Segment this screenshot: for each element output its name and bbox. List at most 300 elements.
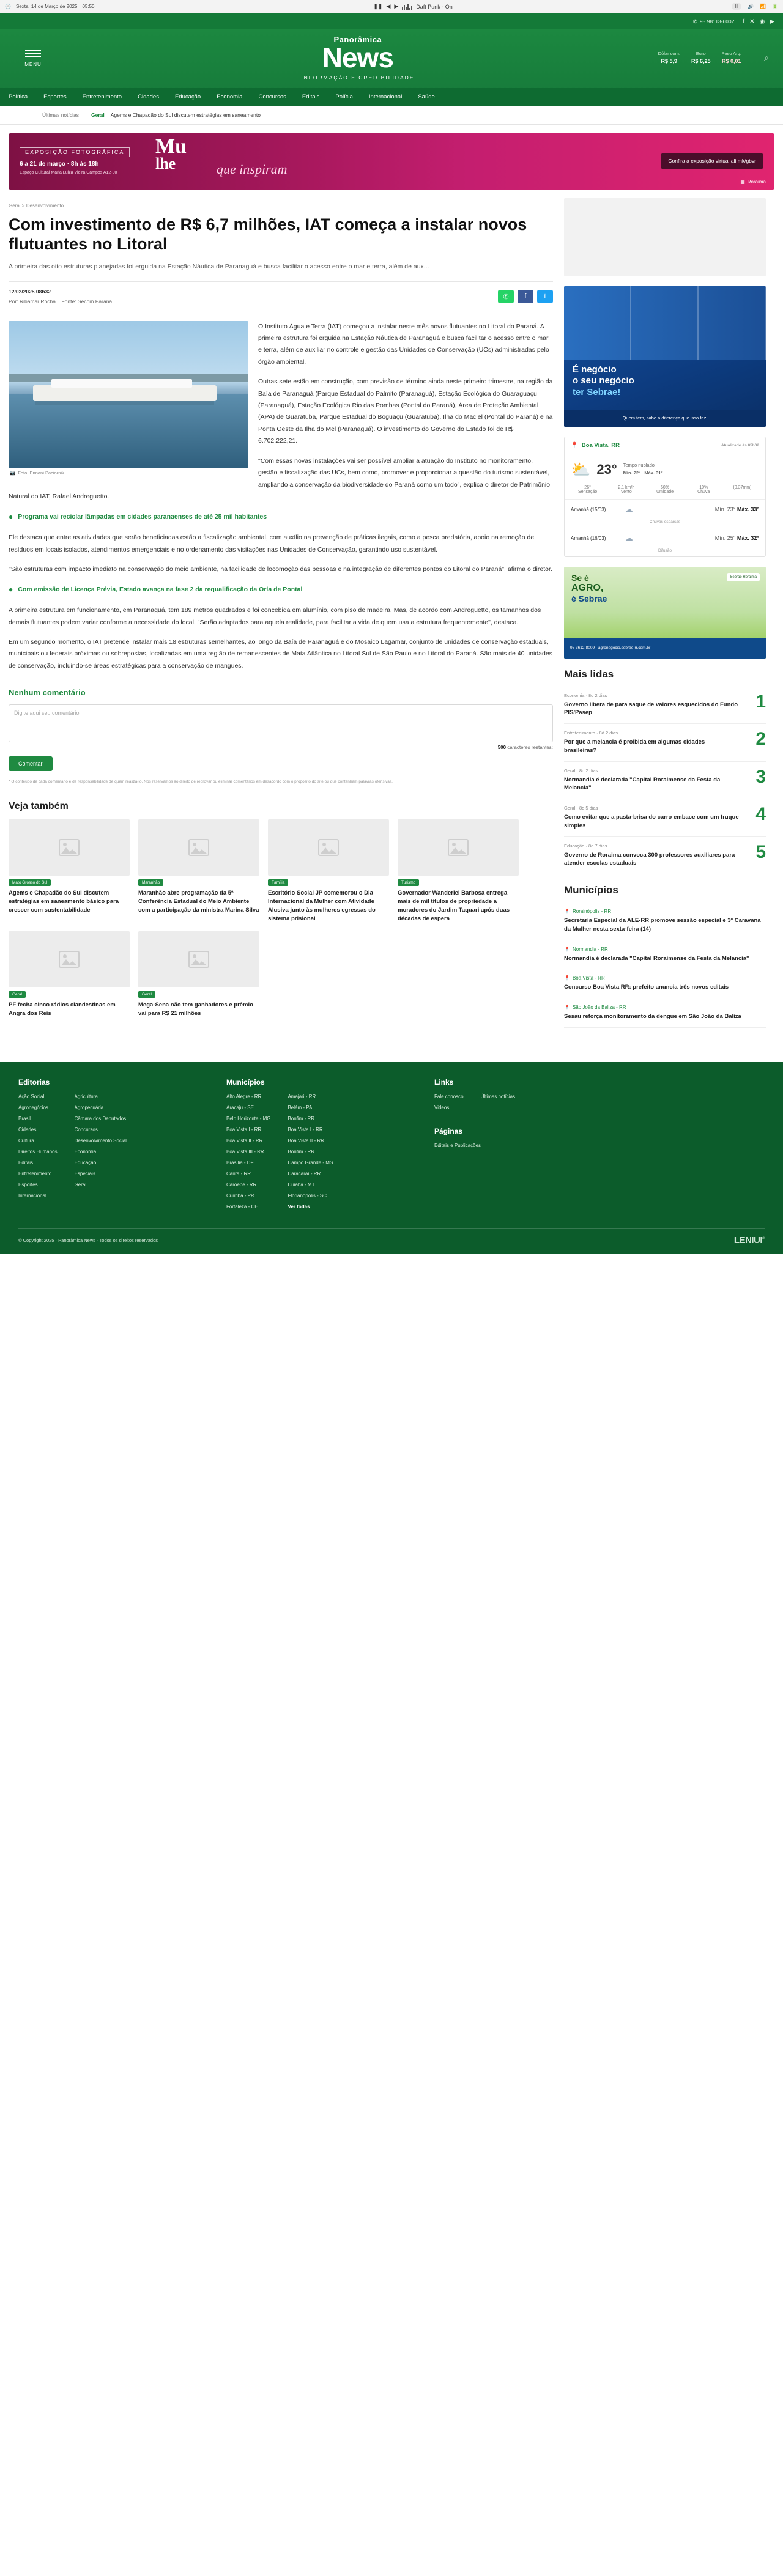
- footer-link[interactable]: Boa Vista II - RR: [226, 1137, 263, 1143]
- footer-links-col2: [481, 1094, 515, 1116]
- see-also-title: Veja também: [9, 801, 69, 812]
- ad-place: Espaço Cultural Maria Luiza Vieira Campos A12-00: [20, 170, 117, 175]
- nav-item-editais[interactable]: Editais: [302, 94, 320, 100]
- footer-columns: [18, 1078, 765, 1215]
- top-ad-banner[interactable]: [9, 133, 774, 190]
- article-paragraph-5: "São estruturas com impacto imediato na conservação do meio ambiente, na facilidade de locomoção das pessoas e na integração de diferentes pontos do Litoral do Paraná", afirma o diretor.: [9, 566, 552, 573]
- share-buttons[interactable]: [498, 290, 553, 303]
- breadcrumb[interactable]: [9, 203, 553, 209]
- card-tag: Família: [268, 879, 288, 886]
- list-item[interactable]: [564, 940, 766, 970]
- article-standfirst: A primeira das oito estruturas planejadas foi erguida na Estação Náutica de Paranaguá e busca facilitar o acesso entre o mar e terra, além de aux...: [9, 263, 429, 271]
- most-read-section: [564, 668, 766, 875]
- list-item[interactable]: [564, 969, 766, 998]
- footer-link[interactable]: Agricultura: [74, 1093, 98, 1099]
- ad-sebrae-agro[interactable]: [564, 567, 766, 659]
- ad-word-main: [155, 137, 187, 172]
- quote-peso: [721, 50, 741, 65]
- footer-links-col1: [434, 1094, 464, 1116]
- municipality-headline: Normandia é declarada "Capital Roraimense da Festa da Melancia": [564, 954, 749, 962]
- footer-link[interactable]: Caracaraí - RR: [288, 1170, 321, 1176]
- list-item[interactable]: [564, 799, 766, 837]
- sidebar-ad-agro[interactable]: [564, 567, 766, 659]
- footer-link[interactable]: Aracaju - SE: [226, 1104, 254, 1110]
- municipality-city: [564, 975, 766, 981]
- main-navigation[interactable]: [0, 88, 783, 106]
- article-paragraph-6: A primeira estrutura em funcionamento, em Paranaguá, tem 189 metros quadrados e foi concebida em alumínio, com piso de madeira. Mas, de acordo com Andreguetto, os tamanhos dos demais flutuantes podem variar conforme a necessidade do local. "Serão adaptados para aquela realidade, para facilitar a vida de quem usa a estrutura frequentemente", destaca.: [9, 607, 541, 626]
- comments-title: Nenhum comentário: [9, 688, 86, 698]
- most-read-rank: 3: [755, 766, 766, 787]
- footer-municipios-col1: [226, 1094, 270, 1215]
- comments-section: [9, 688, 553, 785]
- ad-line-2: o seu negócio: [573, 375, 634, 386]
- twitter-icon[interactable]: ✕: [749, 18, 755, 25]
- equalizer-icon: [402, 4, 412, 10]
- latest-news-ticker[interactable]: [0, 106, 783, 125]
- bullet-icon: ●: [9, 512, 13, 522]
- footer-link[interactable]: Cantá - RR: [226, 1170, 251, 1176]
- footer-editorias-title: Editorias: [18, 1077, 50, 1087]
- footer-link[interactable]: Entretenimento: [18, 1170, 52, 1176]
- ad-left-block: [9, 146, 149, 177]
- hamburger-icon: [25, 48, 41, 59]
- article-byline: Por: Ribamar Rocha: [9, 298, 56, 305]
- ad-photo-strip: [564, 286, 766, 360]
- most-read-meta: [564, 693, 739, 718]
- weather-stat-chuva: [687, 485, 721, 494]
- footer-link[interactable]: Educação: [74, 1159, 97, 1165]
- tray: [732, 3, 778, 10]
- ad-kicker: EXPOSIÇÃO FOTOGRÁFICA: [20, 147, 130, 157]
- footer-pages-list: [434, 1143, 515, 1148]
- chars-remaining-label: caracteres restantes:: [507, 745, 553, 751]
- footer-link[interactable]: Alto Alegre - RR: [226, 1093, 262, 1099]
- footer-link[interactable]: Esportes: [18, 1181, 38, 1187]
- quote-dolar-value: R$ 5,9: [661, 57, 678, 64]
- site-header: [0, 13, 783, 106]
- most-read-rank: 5: [755, 841, 766, 862]
- card-title: PF fecha cinco rádios clandestinas em Angra dos Reis: [9, 1002, 116, 1017]
- forecast-condition-1: Chuvas esparsas: [649, 519, 681, 524]
- page-title: Com investimento de R$ 6,7 milhões, IAT começa a instalar novos flutuantes no Litoral: [9, 215, 527, 254]
- forecast-condition-2: Difusão: [658, 548, 672, 553]
- breadcrumb-item-desenvolvimento[interactable]: Desenvolvimento...: [26, 202, 68, 209]
- stat-label: Vento: [620, 489, 632, 494]
- related-link-1[interactable]: [9, 512, 553, 522]
- breadcrumb-separator: >: [21, 202, 26, 209]
- image-boat: [51, 379, 192, 388]
- footer-link[interactable]: Fale conosco: [434, 1093, 464, 1099]
- card-thumbnail: [138, 819, 259, 876]
- search-icon[interactable]: ⌕: [764, 53, 769, 63]
- most-read-kicker: Economia · 8d 2 dias: [564, 692, 607, 698]
- chars-remaining: [9, 745, 553, 750]
- article-byline-source: [9, 297, 498, 306]
- instagram-icon[interactable]: ◉: [759, 18, 765, 25]
- article-paragraph-3: "Com essas novas instalações vai ser possível ampliar a atuação do Instituto no monitoramento, gestão e fiscalização das UCs, bem como, promover e proporcionar a questão do turismo sustentável, ampliando a conservação da biodiversidade do Paraná como um todo", explica o diretor de Patrimônio Natural do IAT, Rafael Andreguetto.: [9, 457, 551, 500]
- list-item[interactable]: [564, 724, 766, 762]
- footer-link[interactable]: Brasília - DF: [226, 1159, 254, 1165]
- weather-forecast-day-1: [565, 499, 765, 520]
- footer-editorias-col2: [75, 1094, 127, 1204]
- forecast-max: Máx. 33°: [737, 506, 759, 512]
- footer-links-title: Links: [434, 1077, 454, 1087]
- municipality-city-name: Boa Vista - RR: [572, 975, 605, 981]
- footer-link[interactable]: Amajari - RR: [288, 1093, 316, 1099]
- footer-see-all-link[interactable]: Ver todas: [288, 1203, 310, 1209]
- submit-comment-button[interactable]: Comentar: [9, 756, 53, 771]
- weather-max: Máx. 31°: [644, 470, 663, 476]
- weather-temperature: 23°: [596, 462, 617, 477]
- os-datetime: Sexta, 14 de Março de 2025: [15, 4, 78, 9]
- contact-phone[interactable]: [693, 18, 735, 25]
- volume-icon[interactable]: 🔊: [748, 4, 754, 9]
- card-tag: Geral: [138, 991, 155, 998]
- nav-item-internacional[interactable]: Internacional: [368, 94, 403, 100]
- image-credit: Foto: Ennani Paciornik: [18, 470, 64, 476]
- ad-sebrae-negocio[interactable]: [564, 286, 766, 427]
- footer-link[interactable]: Belo Horizonte - MG: [226, 1115, 271, 1121]
- image-caption: [9, 468, 248, 478]
- footer-link[interactable]: Cultura: [18, 1137, 34, 1143]
- footer-link[interactable]: Internacional: [18, 1192, 46, 1198]
- social-links[interactable]: [743, 18, 774, 25]
- footer-link[interactable]: Caroebe - RR: [226, 1181, 257, 1187]
- quote-dolar: [658, 50, 680, 65]
- ticker-headline[interactable]: Agems e Chapadão do Sul discutem estratégias em saneamento: [110, 112, 261, 118]
- footer-link[interactable]: Campo Grande - MS: [288, 1159, 333, 1165]
- weather-stat-umidade: [648, 485, 681, 494]
- sun-cloud-icon: ⛅: [571, 460, 591, 479]
- footer-municipios: [226, 1078, 410, 1215]
- municipality-city: [564, 1005, 766, 1010]
- os-time: 05:50: [82, 4, 95, 9]
- footer-link[interactable]: Editais e Publicações: [434, 1142, 481, 1148]
- ad-agro-badge: Sebrae Roraima: [727, 573, 760, 581]
- article-figure: [9, 321, 248, 478]
- footer-link[interactable]: Cidades: [18, 1126, 37, 1132]
- ad-agro-line-1: Se é: [571, 572, 589, 583]
- footer-pages-title: Páginas: [434, 1126, 463, 1135]
- most-read-rank: 1: [755, 691, 766, 712]
- most-read-meta: [564, 730, 739, 755]
- ad-art: [149, 133, 661, 190]
- forecast-temps: [639, 506, 759, 512]
- article-paragraph-1: O Instituto Água e Terra (IAT) começou a instalar neste mês novos flutuantes no Litoral do Paraná. A primeira estrutura foi erguida na Estação Náutica de Paranaguá e busca facilitar o acesso entre o mar e terra, além de auxiliar no controle e gestão das Unidades de Conservação (UCs) administradas pelo órgão ambiental.: [258, 322, 549, 366]
- municipality-city-name: Normandia - RR: [572, 946, 608, 952]
- ad-text: [573, 364, 634, 399]
- see-also-section: [9, 801, 553, 1018]
- camera-icon: 📷: [10, 470, 16, 476]
- footer-municipios-col2: [288, 1094, 333, 1215]
- ad-brand: [740, 179, 766, 185]
- comment-input[interactable]: Digite aqui seu comentário: [9, 704, 553, 742]
- cloud-icon: ☁: [625, 533, 633, 543]
- ticker-label: Últimas notícias: [42, 112, 79, 118]
- municipality-city-name: Rorainópolis - RR: [572, 909, 612, 915]
- twitter-share-icon[interactable]: t: [537, 290, 553, 303]
- ad-footer-text: Quem tem, sabe a diferença que isso faz!: [564, 410, 766, 427]
- developer-credit[interactable]: LENIUI®: [733, 1234, 765, 1246]
- nav-item-politica[interactable]: Política: [9, 94, 28, 100]
- chars-remaining-count: 500: [497, 745, 507, 751]
- weather-stats: [565, 485, 765, 499]
- stat-value: 60%: [661, 485, 670, 490]
- stat-label: Sensação: [578, 489, 598, 494]
- nav-item-concursos[interactable]: Concursos: [258, 94, 286, 100]
- tray-pill[interactable]: II: [732, 3, 741, 10]
- ad-date: 6 a 21 de março · 8h às 18h: [20, 160, 99, 168]
- ad-script-text: que inspiram: [217, 161, 288, 177]
- forecast-day-name: Amanhã (16/03): [571, 535, 606, 541]
- whatsapp-share-icon[interactable]: ✆: [498, 290, 514, 303]
- ad-agro-line-3: é Sebrae: [571, 593, 607, 603]
- list-item[interactable]: [564, 762, 766, 800]
- media-widget[interactable]: [373, 3, 452, 10]
- footer-link[interactable]: Agropecuária: [74, 1104, 104, 1110]
- location-pin-icon: 📍: [564, 946, 570, 952]
- card-thumbnail: [268, 819, 389, 876]
- most-read-title-text: Governo libera de para saque de valores esquecidos do Fundo PIS/Pasep: [564, 701, 738, 717]
- footer-link[interactable]: Desenvolvimento Social: [74, 1137, 127, 1143]
- site-logo[interactable]: [69, 35, 647, 81]
- card-tag: Geral: [9, 991, 26, 998]
- list-item[interactable]: [138, 931, 259, 1018]
- footer-links: [434, 1078, 515, 1215]
- related-link-1-text[interactable]: Programa vai reciclar lâmpadas em cidades paranaenses de até 25 mil habitantes: [18, 513, 267, 521]
- footer-link[interactable]: Câmara dos Deputados: [74, 1115, 127, 1121]
- card-thumbnail: [9, 819, 130, 876]
- municipality-headline: Sesau reforça monitoramento da dengue em São João da Baliza: [564, 1013, 741, 1020]
- card-thumbnail: [398, 819, 519, 876]
- forecast-min: Mín. 25°: [714, 535, 736, 541]
- most-read-kicker: Geral · 8d 5 dias: [564, 805, 598, 811]
- footer-link[interactable]: Curitiba - PR: [226, 1192, 254, 1198]
- cloud-icon: ☁: [625, 504, 633, 514]
- comments-disclaimer: * O conteúdo de cada comentário é de responsabilidade de quem realizá-lo. Nos reservamos ao direito de reprovar ou eliminar comentários em desacordo com o propósito do site ou que contenham palavras ofensivas.: [9, 780, 393, 784]
- footer-link[interactable]: Editais: [18, 1159, 34, 1165]
- municipalities-section: [564, 884, 766, 1028]
- ad-brand-label: Roraima: [747, 179, 766, 185]
- copyright-text: © Copyright 2025 · Panorâmica News · Todos os direitos reservados: [18, 1237, 158, 1243]
- ad-word-bottom: lhe: [155, 154, 176, 172]
- nav-item-economia[interactable]: Economia: [217, 94, 243, 100]
- list-item[interactable]: [564, 998, 766, 1028]
- footer-editorias-col1: [18, 1094, 58, 1204]
- ad-agro-line-2: AGRO,: [571, 582, 604, 593]
- header-main: [0, 29, 783, 88]
- stat-value: 2,1 km/h: [618, 485, 635, 490]
- sidebar: [564, 198, 766, 1038]
- quote-peso-value: R$ 0,01: [721, 57, 741, 64]
- media-title: Daft Punk - On: [416, 3, 453, 10]
- battery-icon[interactable]: 🔋: [772, 4, 778, 9]
- facebook-share-icon[interactable]: f: [518, 290, 533, 303]
- menu-button[interactable]: [9, 48, 58, 67]
- stat-label: Chuva: [697, 489, 710, 494]
- nav-item-saude[interactable]: Saúde: [418, 94, 435, 100]
- article-image: [9, 321, 248, 468]
- nav-item-policia[interactable]: Polícia: [335, 94, 353, 100]
- card-title: Maranhão abre programação da 5ª Conferência Estadual do Meio Ambiente com a participação da ministra Marina Silva: [138, 890, 259, 913]
- logo-tagline: INFORMAÇÃO E CREDIBILIDADE: [301, 73, 414, 81]
- weather-header: [565, 437, 765, 454]
- weather-stat-sensacao: [571, 485, 604, 494]
- ad-cta-button[interactable]: Confira a exposição virtual ali.mk/gbvr: [661, 153, 763, 169]
- nav-item-esportes[interactable]: Esportes: [43, 94, 67, 100]
- location-pin-icon: 📍: [564, 975, 570, 981]
- facebook-icon[interactable]: f: [743, 18, 745, 25]
- page-layout: [0, 198, 783, 1038]
- ad-line-1: É negócio: [573, 364, 617, 375]
- footer-link[interactable]: Economia: [74, 1148, 97, 1154]
- most-read-title-text: Governo de Roraima convoca 300 professores auxiliares para atender escolas estaduais: [564, 851, 735, 867]
- card-thumbnail: [9, 931, 130, 987]
- list-item[interactable]: [9, 931, 130, 1018]
- ticker-category[interactable]: Geral: [91, 112, 105, 118]
- article-meta: [9, 287, 498, 306]
- footer-link[interactable]: Geral: [74, 1181, 87, 1187]
- nav-item-entretenimento[interactable]: Entretenimento: [82, 94, 122, 100]
- nav-item-educacao[interactable]: Educação: [174, 94, 201, 100]
- list-item[interactable]: [138, 819, 259, 923]
- card-tag: Turismo: [398, 879, 419, 886]
- footer-link[interactable]: Boa Vista I - RR: [288, 1126, 323, 1132]
- ad-agro-footer: 95 3612-8009 · agronegocio.sebrae-rr.com.br: [564, 638, 766, 659]
- municipalities-title: Municípios: [564, 884, 618, 896]
- card-title: Agems e Chapadão do Sul discutem estratégias em saneamento básico para crescer com sustentabilidade: [9, 890, 119, 913]
- card-title: Mega-Sena não tem ganhadores e prêmio vai para R$ 21 milhões: [138, 1002, 253, 1017]
- footer-link[interactable]: Florianópolis - SC: [288, 1192, 327, 1198]
- list-item[interactable]: [268, 819, 389, 923]
- most-read-title-text: Normandia é declarada "Capital Roraimense da Festa da Melancia": [564, 776, 721, 792]
- weather-forecast-day-2: [565, 528, 765, 548]
- most-read-meta: [564, 768, 739, 793]
- quote-euro: [691, 50, 711, 65]
- footer-municipios-title: Municípios: [226, 1077, 265, 1087]
- most-read-kicker: Geral · 8d 2 dias: [564, 767, 598, 773]
- stat-value: 26°: [584, 485, 591, 490]
- quote-peso-label: Peso Arg.: [721, 51, 741, 57]
- related-link-2-text[interactable]: Com emissão de Licença Prévia, Estado avança na fase 2 da requalificação da Orla de Pontal: [18, 586, 303, 594]
- municipality-headline: Secretaria Especial da ALE-RR promove sessão especial e 3ª Caravana da Mulher nesta sexta-feira (14): [564, 917, 761, 932]
- os-status-bar: [0, 0, 783, 13]
- stat-label: Umidade: [656, 489, 674, 494]
- footer-link[interactable]: Concursos: [74, 1126, 98, 1132]
- forecast-min: Mín. 23°: [714, 506, 736, 512]
- footer-link[interactable]: Direitos Humanos: [18, 1148, 58, 1154]
- article-paragraph-4: Ele destaca que entre as atividades que serão beneficiadas estão a fiscalização ambiental, com auxílio na prevenção de práticas ilegais, como a pesca predatória, apoio na remoção de resíduos em locais isolados, atendimentos emergenciais e no ordenamento das visitações nas Unidades de Conservação, garantindo uso sustentável.: [9, 534, 535, 553]
- pause-icon[interactable]: ❚❚: [373, 3, 383, 9]
- clock-icon: 🕐: [5, 4, 11, 9]
- previous-icon[interactable]: ◀: [386, 3, 391, 9]
- footer-editorias: [18, 1078, 202, 1215]
- top-ad-wrapper: [0, 125, 783, 198]
- weather-condition-block: [623, 462, 759, 478]
- quote-dolar-label: Dólar com.: [658, 51, 680, 57]
- footer-link[interactable]: Especiais: [74, 1170, 95, 1176]
- header-utility-bar: [0, 13, 783, 29]
- sidebar-ad-sebrae[interactable]: [564, 286, 766, 427]
- list-item[interactable]: [9, 819, 130, 923]
- stat-value: 10%: [699, 485, 708, 490]
- article-date: 12/02/2025 08h32: [9, 289, 51, 295]
- weather-min: Mín. 22°: [623, 470, 641, 476]
- weather-condition: Tempo nublado: [623, 462, 655, 468]
- footer-link[interactable]: Boa Vista III - RR: [226, 1148, 264, 1154]
- wifi-icon[interactable]: 📶: [760, 4, 766, 9]
- location-pin-icon: 📍: [564, 909, 570, 915]
- footer-link[interactable]: Brasil: [18, 1115, 31, 1121]
- related-link-2[interactable]: [9, 585, 553, 595]
- stat-value: (0,37mm): [733, 485, 752, 490]
- currency-quotes: [658, 50, 741, 65]
- article-source: Fonte: Secom Paraná: [61, 298, 113, 305]
- weather-city: Boa Vista, RR: [581, 441, 620, 449]
- quote-euro-value: R$ 6,25: [691, 57, 711, 64]
- footer-link[interactable]: Ação Social: [18, 1093, 45, 1099]
- card-tag: Maranhão: [138, 879, 163, 886]
- article-paragraph-2: Outras sete estão em construção, com previsão de término ainda neste primeiro trimestre, na região da Baía de Paranaguá (Parque Estadual do Palmito (Paranaguá), Estação Ecológica do Guaraguaçu (Paranaguá), Estação Ecológica Rio das Pombas (Pontal do Paraná), Área de Proteção Ambiental (APA) de Guaratuba, Parque Estadual do Boguaçu (Guaratuba), Ilha do Maciel (Pontal do Paraná) e na Ponta Oeste da Ilha do Mel (Paranaguá). O investimento do Governo do Estado foi de R$ 6.702.222,21.: [258, 378, 553, 445]
- most-read-title-text: Por que a melancia é proibida em algumas cidades brasileiras?: [564, 739, 705, 754]
- list-item[interactable]: [564, 837, 766, 875]
- logo-main-text: News: [322, 42, 393, 73]
- article-meta-row: [9, 281, 553, 312]
- most-read-rank: 4: [755, 804, 766, 825]
- footer-link[interactable]: Agronegócios: [18, 1104, 48, 1110]
- youtube-icon[interactable]: ▶: [770, 18, 774, 25]
- forecast-temps: [639, 535, 759, 541]
- list-item[interactable]: [564, 687, 766, 725]
- card-title: Escritório Social JP comemorou o Dia Internacional da Mulher com Atividade Alusiva junto às mulheres egressas do sistema prisional: [268, 890, 376, 922]
- footer-link[interactable]: Últimas notícias: [480, 1093, 516, 1099]
- location-pin-icon: 📍: [564, 1005, 570, 1011]
- ad-line-3: ter Sebrae!: [573, 387, 621, 397]
- card-tag: Mato Grosso do Sul: [9, 879, 51, 886]
- article-paragraph-7: Em um segundo momento, o IAT pretende instalar mais 18 estruturas semelhantes, ao longo da Baía de Paranaguá e do Mosaico Lagamar, conjunto de unidades de conservação estaduais, municipais ou federais próximas ou sobrepostas, localizadas em uma região de remanescentes de Mata Atlântica no Litoral Sul de São Paulo e no Litoral do Paraná. São mais de 40 unidades de conservação, incluindo-se áreas estratégicas para a conservação de mangues.: [9, 638, 552, 670]
- ad-slot-grey[interactable]: [564, 198, 766, 276]
- breadcrumb-item-geral[interactable]: Geral: [9, 202, 21, 209]
- list-item[interactable]: [398, 819, 519, 923]
- ad-brand-icon: ▦: [740, 179, 745, 185]
- footer-link[interactable]: Fortaleza - CE: [226, 1203, 258, 1209]
- footer-link[interactable]: Videos: [434, 1104, 450, 1110]
- footer-link[interactable]: Belém - PA: [288, 1104, 313, 1110]
- footer-link[interactable]: Bonfim - RR: [288, 1115, 315, 1121]
- sidebar-ad-placeholder[interactable]: [564, 198, 766, 276]
- ad-word-top: Mu: [155, 135, 187, 158]
- footer-link[interactable]: Boa Vista I - RR: [226, 1126, 262, 1132]
- footer-link[interactable]: Boa Vista II - RR: [288, 1137, 324, 1143]
- most-read-kicker: Educação · 8d 7 dias: [564, 843, 607, 849]
- footer-link[interactable]: Bonfim - RR: [288, 1148, 315, 1154]
- forecast-max: Máx. 32°: [737, 535, 759, 541]
- image-water: [9, 394, 248, 468]
- municipality-city: [564, 909, 766, 914]
- footer-bottom-bar: [18, 1228, 765, 1254]
- most-read-meta: [564, 805, 739, 830]
- weather-current: [565, 454, 765, 485]
- footer-link[interactable]: Cuiabá - MT: [288, 1181, 315, 1187]
- list-item[interactable]: [564, 902, 766, 940]
- nav-item-cidades[interactable]: Cidades: [138, 94, 159, 100]
- bullet-icon-2: ●: [9, 585, 13, 594]
- card-thumbnail: [138, 931, 259, 987]
- quote-euro-label: Euro: [696, 51, 706, 57]
- next-icon[interactable]: ▶: [394, 3, 399, 9]
- forecast-day-name: Amanhã (15/03): [571, 506, 606, 512]
- weather-stat-mm: [725, 485, 759, 494]
